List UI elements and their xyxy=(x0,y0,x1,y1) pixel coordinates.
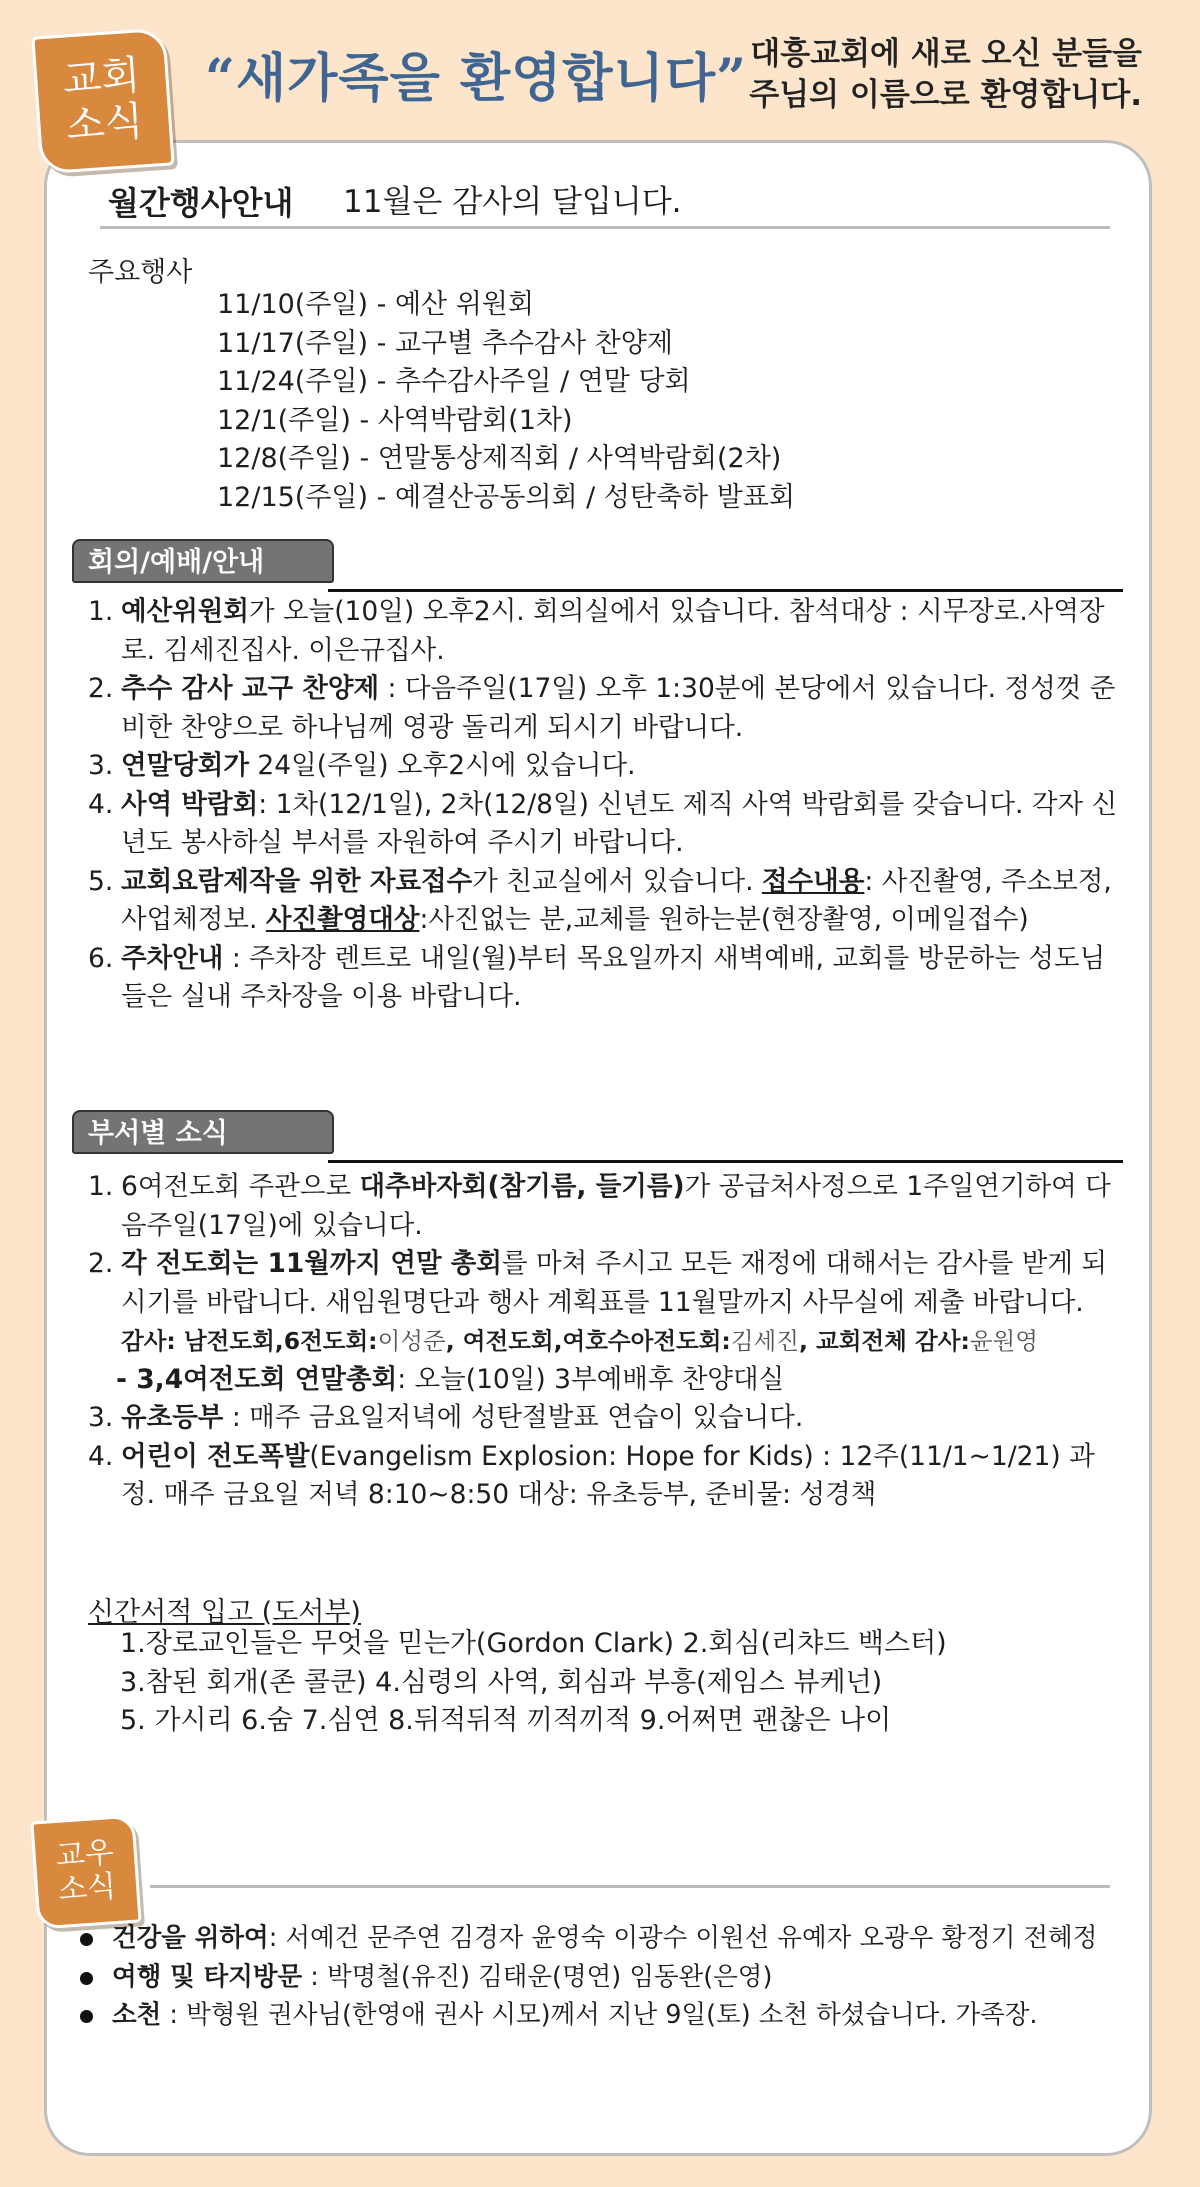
monthly-title: 월간행사안내 xyxy=(108,184,294,222)
bullet-icon xyxy=(80,1933,93,1946)
badge-line-2: 소식 xyxy=(57,1868,118,1908)
auditor-label: , 여전도회,여호수아전도회: xyxy=(445,1327,731,1355)
events-heading: 주요행사 xyxy=(88,257,193,288)
item-title: 소천 xyxy=(112,2000,162,2030)
item-title: 각 전도회는 11월까지 연말 총회 xyxy=(121,1248,502,1279)
item-title: 예산위원회 xyxy=(121,596,249,627)
list-item xyxy=(88,1438,1128,1515)
welcome-title: “새가족을 환영합니다” xyxy=(205,48,748,109)
bullet-icon xyxy=(80,2010,93,2023)
dept-section-tab: 부서별 소식 xyxy=(72,1110,334,1154)
item-text: : 주차장 렌트로 내일(월)부터 목요일까지 새벽예배, 교회를 방문하는 성도님들은 실내 주차장을 이용 바랍니다. xyxy=(121,942,1106,1012)
item-title: 대추바자회(참기름, 들기름) xyxy=(359,1171,685,1202)
item-text: 가 공급처사정으로 1주일연기하여 다음주일(17일)에 있습니다. xyxy=(121,1171,1111,1241)
event-item: 12/8(주일) - 연말통상제직회 / 사역박람회(2차) xyxy=(217,443,782,474)
item-title: - 3,4여전도회 연말총회 xyxy=(116,1363,398,1395)
item-title: 추수 감사 교구 찬양제 xyxy=(121,673,380,704)
item-text: : 서예건 문주연 김경자 윤영숙 이광수 이원선 유예자 오광우 황정기 전혜정 xyxy=(268,1923,1098,1953)
church-news-badge xyxy=(31,27,174,174)
list-item xyxy=(88,670,1128,747)
member-news-list xyxy=(78,1919,1097,2035)
badge-line-1: 교회 xyxy=(61,52,142,104)
divider xyxy=(100,226,1110,229)
item-number: 6. xyxy=(88,942,114,974)
item-text: : 사진촬영, 주소보정, 사업체정보. xyxy=(121,865,1112,935)
dept-list xyxy=(88,1168,1128,1515)
item-text: : 다음주일(17일) 오후 1:30분에 본당에서 있습니다. 정성껏 준비한 찬양으로 하나님께 영광 돌리게 되시기 바랍니다. xyxy=(121,673,1116,743)
auditor-label: , 교회전체 감사: xyxy=(798,1327,970,1355)
badge-line-1: 교우 xyxy=(54,1834,115,1874)
badge-line-2: 소식 xyxy=(64,98,145,150)
item-number: 1. xyxy=(88,1171,114,1202)
item-text: 6여전도회 주관으로 xyxy=(121,1171,360,1202)
list-item xyxy=(88,747,1128,786)
item-text: 24일(주일) 오후2시에 있습니다. xyxy=(249,750,636,781)
item-title: 여행 및 타지방문 xyxy=(112,1961,303,1992)
general-meeting-line xyxy=(116,1361,1128,1400)
item-title: 교회요람제작을 위한 자료접수 xyxy=(121,865,473,897)
item-text: (Evangelism Explosion: Hope for Kids) : 12주(11/1~1/21) 과정. 매주 금요일 저녁 8:10~8:50 대상: 유초등부, 준비물: 성경책 xyxy=(121,1440,1095,1510)
item-title: 연말당회가 xyxy=(121,750,249,781)
book-line: 3.참된 회개(존 콜쿤) 4.심령의 사역, 회심과 부흥(제임스 뷰케넌) xyxy=(120,1666,883,1698)
item-number: 3. xyxy=(88,1402,114,1433)
list-item xyxy=(88,1168,1128,1245)
book-line: 1.장로교인들은 무엇을 믿는가(Gordon Clark) 2.회심(리챠드 백스터) xyxy=(120,1628,947,1659)
meeting-list xyxy=(88,593,1128,1017)
event-item: 11/17(주일) - 교구별 추수감사 찬양제 xyxy=(217,327,673,359)
auditor-name: 이성준 xyxy=(377,1327,446,1355)
list-item xyxy=(88,593,1128,670)
item-underlined: 접수내용 xyxy=(761,865,865,897)
bullet-icon xyxy=(80,1972,93,1985)
item-title: 유초등부 xyxy=(121,1402,224,1433)
item-underlined: 사진촬영대상 xyxy=(265,904,420,935)
auditor-label: 감사: 남전도회,6전도회: xyxy=(121,1327,378,1355)
item-text: : 1차(12/1일), 2차(12/8일) 신년도 제직 사역 박람회를 갖습니다. 각자 신년도 봉사하실 부서를 자원하여 주시기 바랍니다. xyxy=(121,788,1118,858)
auditor-name: 윤원영 xyxy=(969,1327,1038,1355)
member-news-item xyxy=(78,1996,1097,2035)
meeting-section-tab: 회의/예배/안내 xyxy=(72,539,334,583)
member-news-badge xyxy=(30,1815,141,1930)
item-title: 어린이 전도폭발 xyxy=(121,1440,310,1472)
list-item xyxy=(88,863,1128,940)
item-text: 를 마쳐 주시고 모든 재정에 대해서는 감사를 받게 되시기를 바랍니다. 새임원명단과 행사 계획표를 11월말까지 사무실에 제출 바랍니다. xyxy=(121,1248,1107,1318)
list-item xyxy=(88,1399,1128,1438)
item-number: 4. xyxy=(88,1440,114,1472)
item-number: 2. xyxy=(88,1248,114,1279)
event-item: 12/1(주일) - 사역박람회(1차) xyxy=(217,404,573,436)
event-item: 11/24(주일) - 추수감사주일 / 연말 당회 xyxy=(217,366,691,397)
new-books-heading: 신간서적 입고 (도서부) xyxy=(88,1597,361,1628)
auditor-line xyxy=(88,1322,1128,1361)
member-news-item xyxy=(78,1919,1097,1958)
item-number: 5. xyxy=(88,865,114,897)
monthly-subtitle: 11월은 감사의 달입니다. xyxy=(343,184,682,220)
welcome-subtitle-line: 대흥교회에 새로 오신 분들을 xyxy=(750,36,1142,72)
welcome-subtitle xyxy=(749,34,1142,116)
divider xyxy=(150,1885,1110,1888)
item-text: : 매주 금요일저녁에 성탄절발표 연습이 있습니다. xyxy=(223,1402,804,1433)
book-line: 5. 가시리 6.숨 7.심연 8.뒤적뒤적 끼적끼적 9.어쩌면 괜찮은 나이 xyxy=(120,1705,892,1736)
item-text: : 박형원 권사님(한영애 권사 시모)께서 지난 9일(토) 소천 하셨습니다. 가족장. xyxy=(161,2000,1038,2030)
item-title: 건강을 위하여 xyxy=(112,1923,269,1953)
new-books-list xyxy=(120,1625,947,1741)
list-item xyxy=(88,786,1128,863)
auditor-name: 김세진 xyxy=(730,1327,799,1355)
event-item: 12/15(주일) - 예결산공동의회 / 성탄축하 발표회 xyxy=(217,481,795,513)
event-item: 11/10(주일) - 예산 위원회 xyxy=(217,289,534,320)
events-list xyxy=(217,286,795,517)
item-number: 2. xyxy=(88,673,114,704)
item-text: 가 오늘(10일) 오후2시. 회의실에서 있습니다. 참석대상 : 시무장로.사역장로. 김세진집사. 이은규집사. xyxy=(121,596,1105,666)
item-title: 사역 박람회 xyxy=(121,788,259,820)
welcome-subtitle-line: 주님의 이름으로 환영합니다. xyxy=(749,76,1142,113)
item-text: 가 친교실에서 있습니다. xyxy=(472,865,762,897)
item-number: 4. xyxy=(88,788,114,820)
item-number: 1. xyxy=(88,596,114,627)
item-text: : 오늘(10일) 3부예배후 찬양대실 xyxy=(397,1363,785,1395)
item-number: 3. xyxy=(88,750,114,781)
list-item xyxy=(88,1245,1128,1322)
section-rule xyxy=(328,1160,1123,1163)
section-rule xyxy=(328,589,1123,592)
list-item xyxy=(88,940,1128,1017)
item-text: : 박명철(유진) 김태운(명연) 임동완(은영) xyxy=(302,1961,773,1992)
item-title: 주차안내 xyxy=(121,942,224,974)
member-news-item xyxy=(78,1958,1097,1997)
item-text: :사진없는 분,교체를 원하는분(현장촬영, 이메일접수) xyxy=(419,904,1029,935)
